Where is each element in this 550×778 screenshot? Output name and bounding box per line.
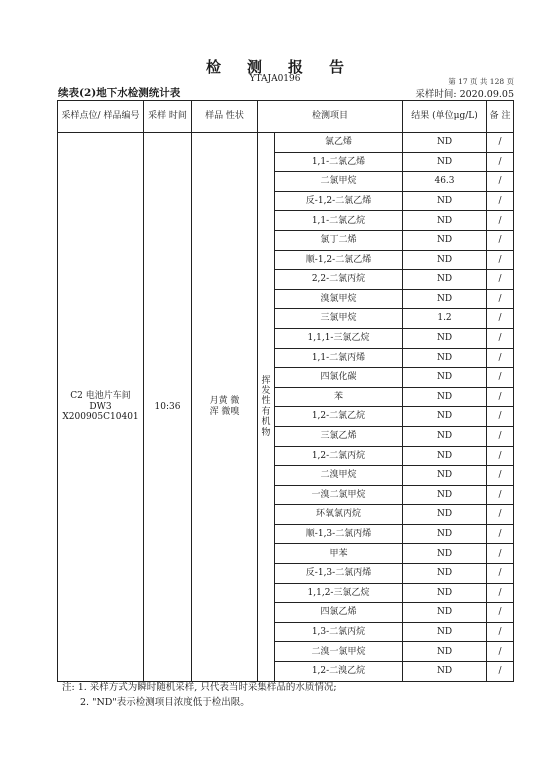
detection-item: 2,2-二氯丙烷 [275,270,403,290]
detection-item: 1,2-二溴乙烷 [275,662,403,682]
sample-character: 月黄 微浑 微嗅 [192,133,258,682]
result-value: ND [403,328,487,348]
remark-value: / [487,426,514,446]
result-value: ND [403,387,487,407]
footnote-2: 2. "ND"表示检测项目浓度低于检出限。 [80,697,250,708]
detection-item: 1,2-二氯乙烷 [275,407,403,427]
result-value: ND [403,348,487,368]
result-value: ND [403,368,487,388]
detection-item: 1,1,1-三氯乙烷 [275,328,403,348]
result-value: 1.2 [403,309,487,329]
remark-value: / [487,603,514,623]
remark-value: / [487,289,514,309]
page-info: 第 17 页 共 128 页 [448,77,514,86]
detection-item: 反-1,2-二氯乙烯 [275,191,403,211]
detection-item: 1,2-二氯丙烷 [275,446,403,466]
detection-item: 二溴甲烷 [275,466,403,486]
result-value: ND [403,642,487,662]
detection-item: 1,3-二氯丙烷 [275,622,403,642]
remark-value: / [487,368,514,388]
detection-item: 1,1-二氯丙烯 [275,348,403,368]
detection-item: 氯乙烯 [275,133,403,153]
remark-value: / [487,485,514,505]
detection-item: 1,1-二氯乙烷 [275,211,403,231]
remark-value: / [487,466,514,486]
table-body [58,133,514,682]
detection-item: 苯 [275,387,403,407]
detection-item: 溴氯甲烷 [275,289,403,309]
detection-item: 二氯甲烷 [275,172,403,192]
result-value: ND [403,505,487,525]
detection-item: 环氧氯丙烷 [275,505,403,525]
result-value: ND [403,485,487,505]
detection-item: 反-1,3-二氯丙烯 [275,564,403,584]
remark-value: / [487,309,514,329]
result-value: ND [403,622,487,642]
detection-item: 1,1-二氯乙烯 [275,152,403,172]
detection-item: 顺-1,3-二氯丙烯 [275,524,403,544]
col-header-location: 采样点位/ 样品编号 [58,101,144,133]
header-row [58,101,514,133]
detection-item: 三氯甲烷 [275,309,403,329]
category-cell: 挥发性有机物 [258,133,275,682]
remark-value: / [487,564,514,584]
detection-item: 四氯乙烯 [275,603,403,623]
remark-value: / [487,583,514,603]
results-table [57,100,514,682]
result-value: ND [403,270,487,290]
detection-item: 顺-1,2-二氯乙烯 [275,250,403,270]
result-value: ND [403,230,487,250]
sample-well: DW3 [89,401,112,412]
result-value: ND [403,211,487,231]
report-code: YTAJA0196 [249,74,301,84]
remark-value: / [487,642,514,662]
remark-value: / [487,407,514,427]
sample-id: X200905C10401 [62,411,139,422]
table-row [58,133,514,153]
col-header-remark: 备 注 [487,101,514,133]
detection-item: 甲苯 [275,544,403,564]
remark-value: / [487,152,514,172]
result-value: ND [403,662,487,682]
report-title: 检测报告 [205,58,370,76]
result-value: 46.3 [403,172,487,192]
remark-value: / [487,270,514,290]
remark-value: / [487,172,514,192]
col-header-item: 检测项目 [258,101,403,133]
remark-value: / [487,250,514,270]
result-value: ND [403,544,487,564]
result-value: ND [403,250,487,270]
remark-value: / [487,328,514,348]
sample-location-cell [58,133,144,682]
sample-time: 10:36 [144,133,192,682]
remark-value: / [487,348,514,368]
result-value: ND [403,289,487,309]
table-title: 续表(2)地下水检测统计表 [58,87,181,99]
detection-item: 氯丁二烯 [275,230,403,250]
detection-item: 四氯化碳 [275,368,403,388]
detection-item: 二溴一氯甲烷 [275,642,403,662]
col-header-result: 结果 (单位μg/L) [403,101,487,133]
result-value: ND [403,583,487,603]
result-value: ND [403,524,487,544]
remark-value: / [487,544,514,564]
remark-value: / [487,133,514,153]
remark-value: / [487,446,514,466]
col-header-time: 采样 时间 [144,101,192,133]
remark-value: / [487,230,514,250]
result-value: ND [403,133,487,153]
detection-item: 1,1,2-三氯乙烷 [275,583,403,603]
result-value: ND [403,466,487,486]
sample-location: C2 电池片车间 [70,391,131,402]
result-value: ND [403,564,487,584]
result-value: ND [403,426,487,446]
sampling-time: 采样时间: 2020.09.05 [415,89,514,100]
remark-value: / [487,622,514,642]
remark-value: / [487,505,514,525]
result-value: ND [403,152,487,172]
result-value: ND [403,603,487,623]
remark-value: / [487,387,514,407]
remark-value: / [487,524,514,544]
result-value: ND [403,446,487,466]
remark-value: / [487,211,514,231]
result-value: ND [403,407,487,427]
remark-value: / [487,662,514,682]
result-value: ND [403,191,487,211]
footnote-1: 注: 1. 采样方式为瞬时随机采样, 只代表当时采集样品的水质情况; [62,682,337,693]
footnotes [62,680,337,710]
col-header-character: 样品 性状 [192,101,258,133]
detection-item: 三氯乙烯 [275,426,403,446]
detection-item: 一溴二氯甲烷 [275,485,403,505]
remark-value: / [487,191,514,211]
